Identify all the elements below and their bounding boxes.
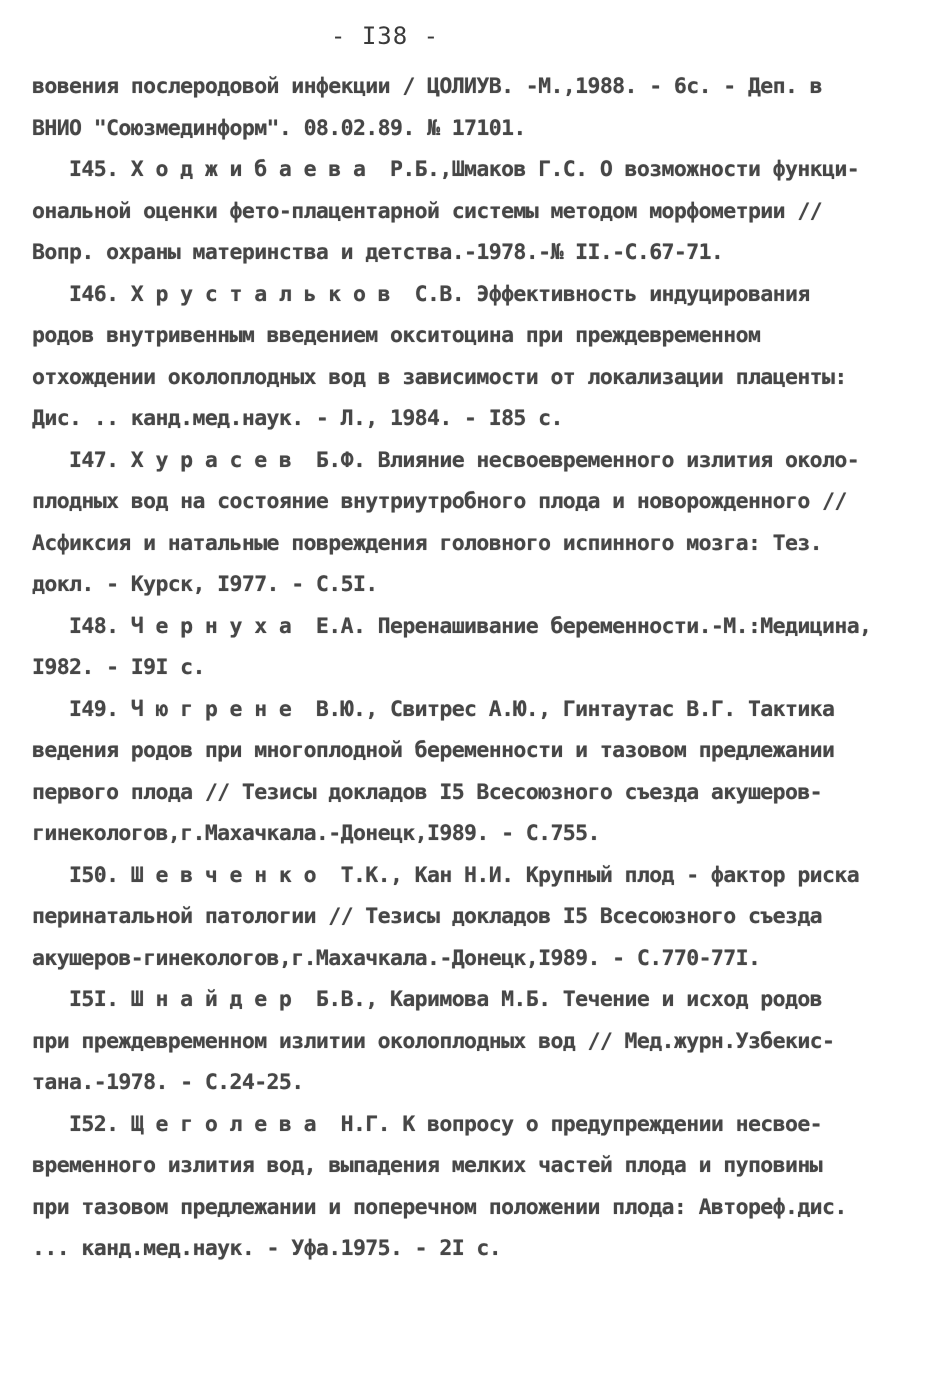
text-line: тана.-1978. - С.24-25. [32,1070,304,1095]
text-line: при тазовом предлежании и поперечном положении плода: Автореф.дис. [32,1194,847,1220]
entry-151-line: I5I. Ш н а й д е р Б.В., Каримова М.Б. Течение и исход родов [32,987,823,1012]
text-line: плодных вод на состояние внутриутробного плода и новорожденного // [32,489,847,514]
text-line: ональной оценки фето-плацентарной системы методом морфометрии // [32,198,823,224]
text-line: первого плода // Тезисы докладов I5 Всесоюзного съезда акушеров- [32,779,823,805]
text-line: временного излития вод, выпадения мелких частей плода и пуповины [32,1153,823,1178]
text-line: докл. - Курск, I977. - С.5I. [32,572,378,597]
entry-147-line: I47. Х у р а с е в Б.Ф. Влияние несвоевременного излития около- [32,447,860,473]
text-line: ВНИО "Союзмединформ". 08.02.89. № 17101. [32,115,526,141]
text-line: Вопр. охраны материнства и детства.-1978.-№ II.-С.67-71. [32,240,724,265]
text-line: I982. - I9I с. [32,655,205,680]
text-line: ведения родов при многоплодной беременности и тазовом предлежании [32,738,835,763]
entry-148-line: I48. Ч е р н у х а Е.А. Перенашивание беременности.-М.:Медицина, [32,613,872,639]
text-line: при преждевременном излитии околоплодных вод // Мед.журн.Узбекис- [32,1028,835,1054]
text-line: ... канд.мед.наук. - Уфа.1975. - 2I с. [32,1236,502,1261]
page-number: - I38 - [330,22,440,50]
text-line: гинекологов,г.Махачкала.-Донецк,I989. - С.755. [32,821,600,846]
entry-149-line: I49. Ч ю г р е н е В.Ю., Свитрес А.Ю., Гинтаутас В.Г. Тактика [32,696,835,722]
entry-145-line: I45. Х о д ж и б а е в а Р.Б.,Шмаков Г.С. О возможности функци- [32,157,860,182]
bibliography-text [32,66,902,1270]
text-line: акушеров-гинекологов,г.Махачкала.-Донецк,I989. - С.770-77I. [32,945,761,971]
text-line: перинатальной патологии // Тезисы докладов I5 Всесоюзного съезда [32,904,823,929]
text-line: отхождении околоплодных вод в зависимости от локализации плаценты: [32,364,847,390]
entry-150-line: I50. Ш е в ч е н к о Т.К., Кан Н.И. Крупный плод - фактор риска [32,862,860,888]
text-line: вовения послеродовой инфекции / ЦОЛИУВ. -М.,1988. - 6с. - Деп. в [32,74,823,99]
entry-152-line: I52. Щ е г о л е в а Н.Г. К вопросу о предупреждении несвое- [32,1111,823,1137]
text-line: Асфиксия и натальные повреждения головного испинного мозга: Тез. [32,530,823,556]
text-line: родов внутривенным введением окситоцина при преждевременном [32,323,761,348]
text-line: Дис. .. канд.мед.наук. - Л., 1984. - I85 с. [32,406,563,431]
entry-146-line: I46. Х р у с т а л ь к о в С.В. Эффективность индуцирования [32,281,810,307]
